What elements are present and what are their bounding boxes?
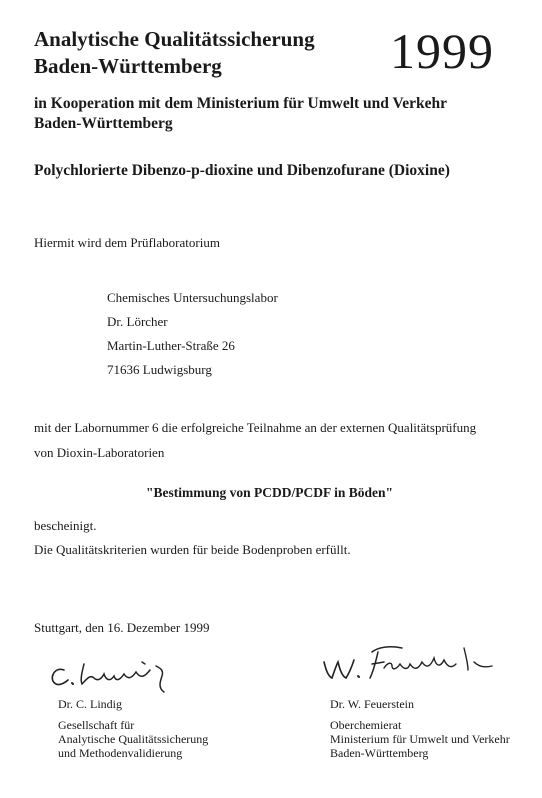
body-line1: mit der Labornummer 6 die erfolgreiche Teilnahme an der externen Qualitätsprüfung bbox=[34, 420, 477, 435]
lab-person: Dr. Lörcher bbox=[107, 314, 168, 329]
signature-right-image bbox=[318, 640, 498, 688]
signature-right bbox=[318, 640, 498, 688]
header-year: 1999 bbox=[390, 23, 494, 79]
place-date: Stuttgart, den 16. Dezember 1999 bbox=[34, 620, 210, 635]
signatory-right-name: Dr. W. Feuerstein bbox=[330, 697, 414, 711]
signatory-right-org-line1: Oberchemierat bbox=[330, 718, 402, 732]
subject-heading: Polychlorierte Dibenzo-p-dioxine und Dibenzofurane (Dioxine) bbox=[34, 162, 450, 179]
body-line4: Die Qualitätskriterien wurden für beide Bodenproben erfüllt. bbox=[34, 542, 351, 557]
body-line3: bescheinigt. bbox=[34, 518, 97, 533]
signatory-left-org-line1: Gesellschaft für bbox=[58, 718, 135, 732]
signatory-left-name: Dr. C. Lindig bbox=[58, 697, 123, 711]
header-title-line1: Analytische Qualitätssicherung bbox=[34, 27, 315, 51]
lab-city: 71636 Ludwigsburg bbox=[107, 362, 212, 377]
cooperation-line2: Baden-Württemberg bbox=[34, 115, 173, 132]
signatory-right-org-line2: Ministerium für Umwelt und Verkehr bbox=[330, 732, 510, 746]
cooperation-line1: in Kooperation mit dem Ministerium für Umwelt und Verkehr bbox=[34, 95, 448, 112]
signature-left-image bbox=[46, 656, 176, 698]
signatory-left-org-line3: und Methodenvalidierung bbox=[58, 746, 183, 760]
signatory-left-org-line2: Analytische Qualitätssicherung bbox=[58, 732, 209, 746]
lab-name: Chemisches Untersuchungslabor bbox=[107, 290, 278, 305]
signatory-right-org-line3: Baden-Württemberg bbox=[330, 746, 429, 760]
signature-left bbox=[46, 656, 176, 698]
body-line2: von Dioxin-Laboratorien bbox=[34, 445, 165, 460]
intro-text: Hiermit wird dem Prüflaboratorium bbox=[34, 235, 220, 250]
header-title-line2: Baden-Württemberg bbox=[34, 54, 222, 78]
lab-street: Martin-Luther-Straße 26 bbox=[107, 338, 235, 353]
test-title: "Bestimmung von PCDD/PCDF in Böden" bbox=[146, 485, 394, 500]
